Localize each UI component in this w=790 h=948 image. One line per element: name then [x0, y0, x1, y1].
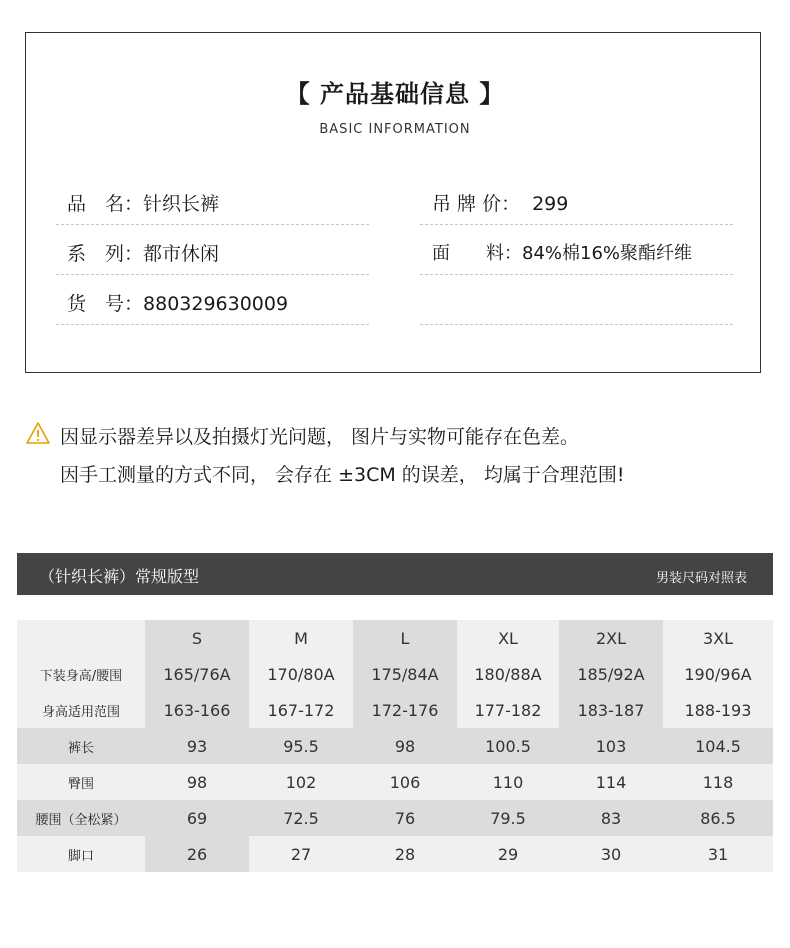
table-cell: 76: [353, 800, 457, 836]
row-label: 臀围: [17, 764, 145, 800]
series-value: 都市休闲: [143, 243, 220, 265]
table-cell: 118: [663, 764, 773, 800]
table-cell: 165/76A: [145, 656, 249, 692]
table-cell: 110: [457, 764, 559, 800]
table-cell: 26: [145, 836, 249, 872]
size-header-row: [17, 620, 773, 656]
table-cell: 106: [353, 764, 457, 800]
size-header-cell: 2XL: [559, 620, 663, 656]
fabric-field: [432, 239, 692, 265]
item-no-label: 货 号：: [67, 293, 144, 315]
table-cell: 69: [145, 800, 249, 836]
table-row: [17, 692, 773, 728]
price-field: [432, 189, 568, 216]
table-cell: 188-193: [663, 692, 773, 728]
row-label: 脚口: [17, 836, 145, 872]
table-row: [17, 836, 773, 872]
divider: [420, 324, 733, 325]
item-no-value: 880329630009: [143, 293, 289, 315]
size-header-cell: XL: [457, 620, 559, 656]
divider: [420, 224, 733, 225]
size-header-cell: S: [145, 620, 249, 656]
table-cell: 172-176: [353, 692, 457, 728]
table-cell: 27: [249, 836, 353, 872]
divider: [420, 274, 733, 275]
table-cell: 100.5: [457, 728, 559, 764]
corner-cell: [17, 620, 145, 656]
warning-icon: [26, 422, 50, 444]
info-title: 【 产品基础信息 】: [285, 80, 505, 108]
table-cell: 102: [249, 764, 353, 800]
table-cell: 114: [559, 764, 663, 800]
size-header-cell: 3XL: [663, 620, 773, 656]
table-cell: 185/92A: [559, 656, 663, 692]
table-cell: 98: [145, 764, 249, 800]
table-row: [17, 728, 773, 764]
divider: [56, 324, 369, 325]
table-cell: 190/96A: [663, 656, 773, 692]
table-cell: 167-172: [249, 692, 353, 728]
table-cell: 104.5: [663, 728, 773, 764]
series-field: [67, 239, 219, 266]
price-label: 吊 牌 价：: [432, 193, 521, 215]
size-table: [17, 620, 773, 872]
table-cell: 177-182: [457, 692, 559, 728]
price-value: 299: [532, 193, 569, 215]
info-subtitle: BASIC INFORMATION: [319, 122, 471, 137]
table-row: [17, 656, 773, 692]
table-cell: 103: [559, 728, 663, 764]
table-cell: 28: [353, 836, 457, 872]
table-row: [17, 764, 773, 800]
row-label: 腰围（全松紧）: [17, 800, 145, 836]
product-name-value: 针织长裤: [143, 193, 220, 215]
table-cell: 30: [559, 836, 663, 872]
divider: [56, 274, 369, 275]
fabric-value: 84%棉16%聚酯纤维: [522, 243, 693, 264]
size-chart-header: [17, 553, 773, 595]
row-label: 身高适用范围: [17, 692, 145, 728]
table-cell: 175/84A: [353, 656, 457, 692]
row-label: 裤长: [17, 728, 145, 764]
notice-line-1: 因显示器差异以及拍摄灯光问题， 图片与实物可能存在色差。: [60, 426, 580, 448]
size-header-cell: L: [353, 620, 457, 656]
product-name-field: [67, 189, 219, 216]
table-row: [17, 800, 773, 836]
table-cell: 86.5: [663, 800, 773, 836]
fabric-label: 面 料：: [432, 243, 522, 264]
product-name-label: 品 名：: [67, 193, 144, 215]
item-no-field: [67, 289, 288, 316]
table-cell: 79.5: [457, 800, 559, 836]
series-label: 系 列：: [67, 243, 144, 265]
table-cell: 98: [353, 728, 457, 764]
table-cell: 95.5: [249, 728, 353, 764]
table-cell: 163-166: [145, 692, 249, 728]
table-cell: 31: [663, 836, 773, 872]
table-cell: 29: [457, 836, 559, 872]
size-chart-title: （针织长裤）常规版型: [39, 567, 200, 586]
notice-line-2: 因手工测量的方式不同， 会存在 ±3CM 的误差， 均属于合理范围!: [60, 464, 625, 486]
table-cell: 93: [145, 728, 249, 764]
size-chart-subtitle: 男装尺码对照表: [655, 571, 747, 586]
table-cell: 170/80A: [249, 656, 353, 692]
table-cell: 183-187: [559, 692, 663, 728]
table-cell: 83: [559, 800, 663, 836]
row-label: 下装身高/腰围: [17, 656, 145, 692]
table-cell: 72.5: [249, 800, 353, 836]
table-cell: 180/88A: [457, 656, 559, 692]
size-header-cell: M: [249, 620, 353, 656]
divider: [56, 224, 369, 225]
